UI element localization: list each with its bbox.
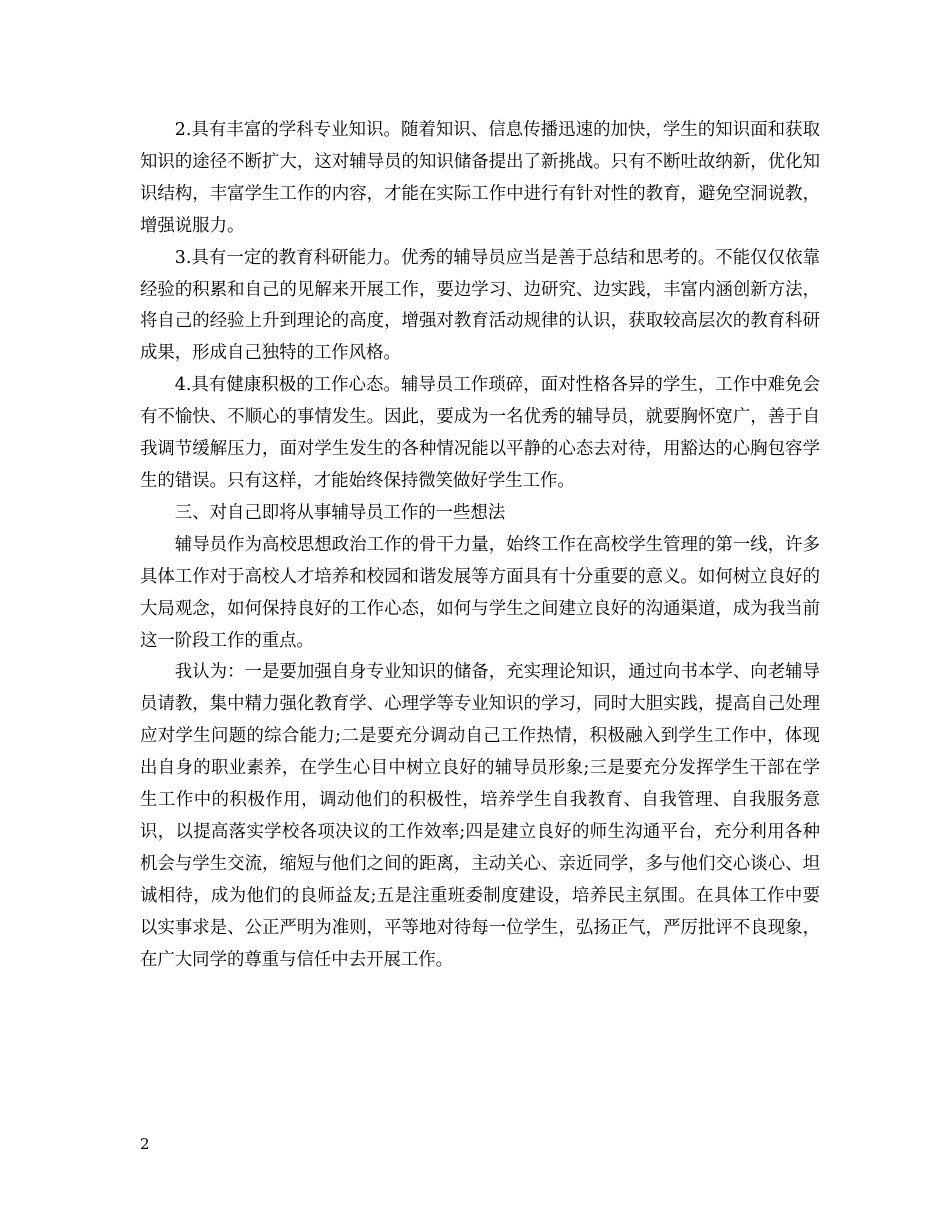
page-number: 2	[140, 1135, 150, 1153]
section-heading-3: 三、对自己即将从事辅导员工作的一些想法	[174, 502, 506, 523]
paragraph-qualification-2: 2.具有丰富的学科专业知识。随着知识、信息传播迅速的加快，学生的知识面和获取知识的途径不断扩大，这对辅导员的知识储备提出了新挑战。只有不断吐故纳新，优化知识结构，丰富学生工作的内容，才能在实际工作中进行有针对性的教育，避免空洞说教，增强说服力。	[140, 120, 820, 236]
document-body	[140, 115, 820, 976]
paragraph-qualification-3: 3.具有一定的教育科研能力。优秀的辅导员应当是善于总结和思考的。不能仅仅依靠经验的积累和自己的见解来开展工作，要边学习、边研究、边实践，丰富内涵创新方法，将自己的经验上升到理论的高度，增强对教育活动规律的认识，获取较高层次的教育科研成果，形成自己独特的工作风格。	[140, 247, 820, 364]
paragraph-qualification-4: 4.具有健康积极的工作心态。辅导员工作琐碎，面对性格各异的学生，工作中难免会有不愉快、不顺心的事情发生。因此，要成为一名优秀的辅导员，就要胸怀宽广，善于自我调节缓解压力，面对学生发生的各种情况能以平静的心态去对待，用豁达的心胸包容学生的错误。只有这样，才能始终保持微笑做好学生工作。	[140, 375, 820, 491]
paragraph-my-views: 我认为：一是要加强自身专业知识的储备，充实理论知识，通过向书本学、向老辅导员请教，集中精力强化教育学、心理学等专业知识的学习，同时大胆实践，提高自己处理应对学生问题的综合能力;二是要充分调动自己工作热情，积极融入到学生工作中，体现出自身的职业素养，在学生心目中树立良好的辅导员形象;三是要充分发挥学生干部在学生工作中的积极作用，调动他们的积极性，培养学生自我教育、自我管理、自我服务意识，以提高落实学校各项决议的工作效率;四是建立良好的师生沟通平台，充分利用各种机会与学生交流，缩短与他们之间的距离，主动关心、亲近同学，多与他们交心谈心、坦诚相待，成为他们的良师益友;五是注重班委制度建设，培养民主氛围。在具体工作中要以实事求是、公正严明为准则，平等地对待每一位学生，弘扬正气，严厉批评不良现象，在广大同学的尊重与信任中去开展工作。	[140, 662, 820, 970]
paragraph-counselor-role: 辅导员作为高校思想政治工作的骨干力量，始终工作在高校学生管理的第一线，许多具体工作对于高校人才培养和校园和谐发展等方面具有十分重要的意义。如何树立良好的大局观念，如何保持良好的工作心态，如何与学生之间建立良好的沟通渠道，成为我当前这一阶段工作的重点。	[140, 534, 820, 651]
